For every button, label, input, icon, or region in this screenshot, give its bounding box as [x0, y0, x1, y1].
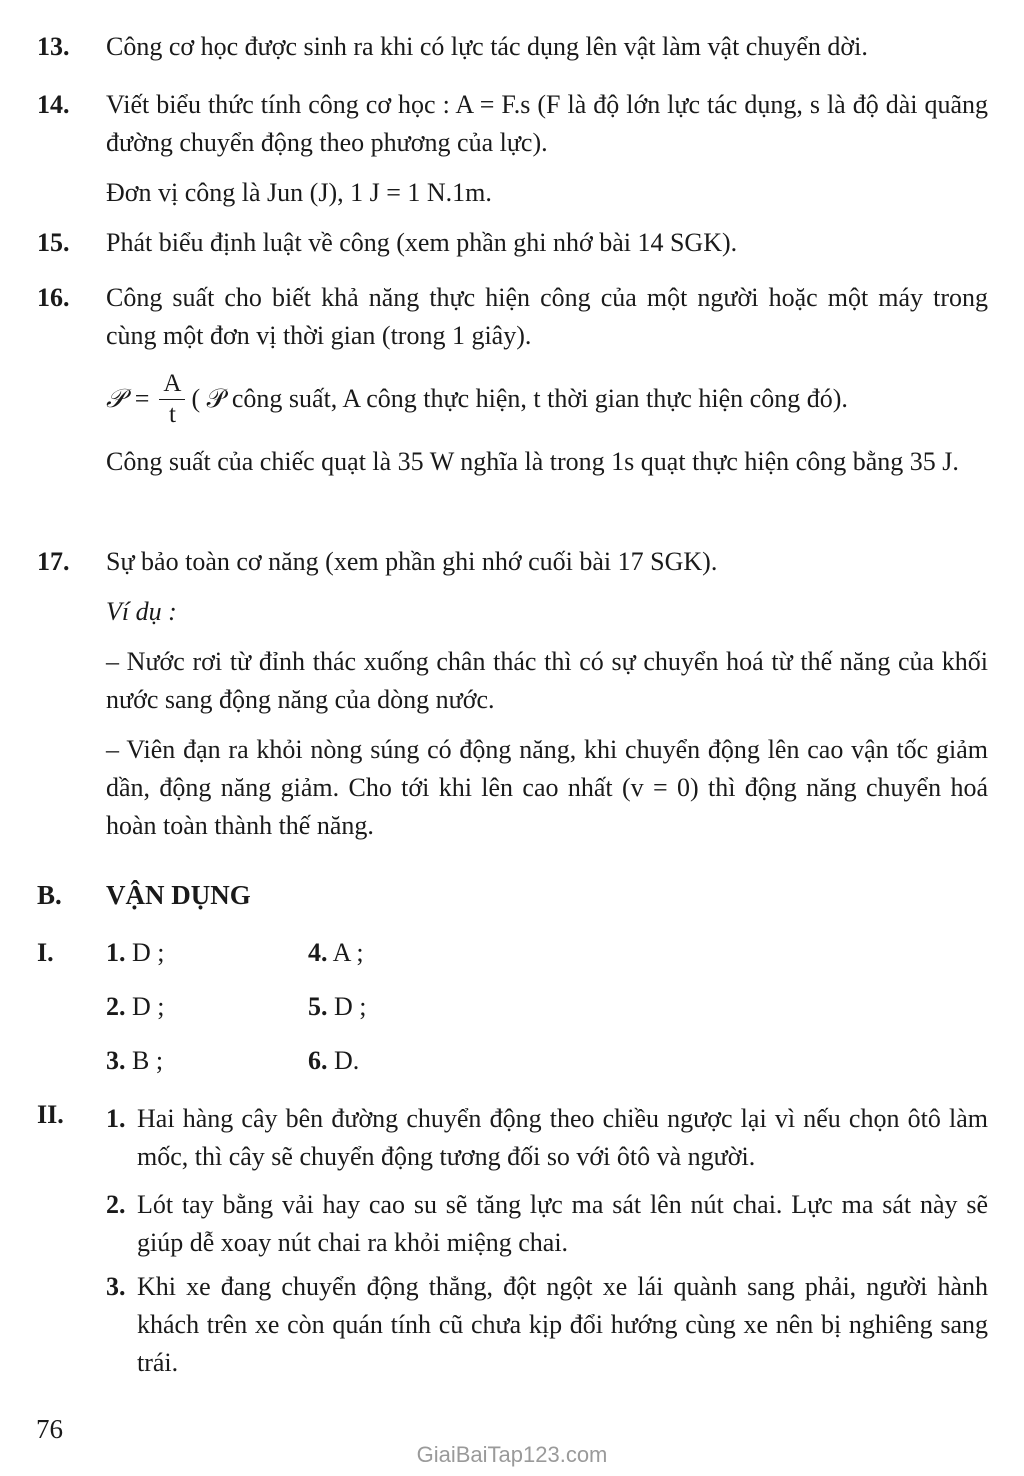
section-title: VẬN DỤNG	[106, 880, 251, 910]
power-symbol: 𝒫	[106, 384, 125, 414]
item-number: 3.	[106, 1272, 126, 1301]
page-number: 76	[36, 1414, 63, 1444]
item-text: Hai hàng cây bên đường chuyển động theo chiều ngược lại vì nếu chọn ôtô làm mốc, thì cây sẽ chuyển động tương đối so với ôtô và người.	[137, 1104, 988, 1171]
part-ii-item	[106, 1100, 988, 1176]
item-number: 17.	[37, 547, 70, 576]
watermark: GiaiBaiTap123.com	[416, 1442, 608, 1467]
answer-item: 1. D ;	[106, 938, 165, 967]
item-text: Đơn vị công là Jun (J), 1 J = 1 N.1m.	[106, 178, 492, 207]
example-label: Ví dụ :	[106, 597, 177, 626]
item-17	[37, 543, 988, 845]
part-i-label: I.	[37, 938, 54, 967]
item-number: 16.	[37, 283, 70, 312]
part-ii-label: II.	[37, 1100, 64, 1129]
item-text: Khi xe đang chuyển động thẳng, đột ngột xe lái quành sang phải, người hành khách trên xe còn quán tính cũ chưa kịp đổi hướng cùng xe nên bị nghiêng sang trái.	[137, 1272, 988, 1377]
part-ii-item	[106, 1268, 988, 1382]
item-number: 1.	[106, 1104, 126, 1133]
power-formula	[106, 361, 988, 437]
equals-sign: =	[134, 384, 150, 413]
fraction-numerator: A	[159, 369, 185, 400]
item-text: Công suất của chiếc quạt là 35 W nghĩa là trong 1s quạt thực hiện công bằng 35 J.	[106, 447, 959, 476]
item-number: 13.	[37, 32, 70, 61]
item-text: Công cơ học được sinh ra khi có lực tác dụng lên vật làm vật chuyển dời.	[106, 32, 868, 61]
answer-item: 3. B ;	[106, 1046, 164, 1075]
item-text: Sự bảo toàn cơ năng (xem phần ghi nhớ cuối bài 17 SGK).	[106, 547, 718, 576]
item-13	[37, 28, 988, 66]
answer-item: 4. A ;	[308, 938, 364, 967]
item-15	[37, 224, 988, 262]
answer-item: 6. D.	[308, 1046, 360, 1075]
item-14	[37, 86, 988, 212]
item-text: Viết biểu thức tính công cơ học : A = F.s (F là độ lớn lực tác dụng, s là độ dài quãng đường chuyển động theo phương của lực).	[106, 90, 988, 157]
item-number: 2.	[106, 1190, 126, 1219]
example-text: – Viên đạn ra khỏi nòng súng có động năng, khi chuyển động lên cao vận tốc giảm dần, động năng giảm. Cho tới khi lên cao nhất (v = 0) thì động năng chuyển hoá hoàn toàn thành thế năng.	[106, 735, 988, 840]
example-text: – Nước rơi từ đỉnh thác xuống chân thác thì có sự chuyển hoá từ thế năng của khối nước sang động năng của dòng nước.	[106, 647, 988, 714]
item-text: Lót tay bằng vải hay cao su sẽ tăng lực ma sát lên nút chai. Lực ma sát này sẽ giúp dễ xoay nút chai ra khỏi miệng chai.	[137, 1190, 988, 1257]
answer-item: 5. D ;	[308, 992, 367, 1021]
item-16	[37, 279, 988, 481]
item-number: 15.	[37, 228, 70, 257]
item-text: Phát biểu định luật về công (xem phần ghi nhớ bài 14 SGK).	[106, 228, 738, 257]
part-ii-item	[106, 1186, 988, 1262]
item-text: Công suất cho biết khả năng thực hiện công của một người hoặc một máy trong cùng một đơn vị thời gian (trong 1 giây).	[106, 283, 988, 350]
fraction-denominator: t	[168, 400, 176, 428]
item-number: 14.	[37, 90, 70, 119]
fraction	[159, 369, 185, 430]
formula-explanation: ( 𝒫 công suất, A công thực hiện, t thời gian thực hiện công đó).	[191, 384, 848, 413]
section-heading	[37, 880, 251, 911]
section-letter: B.	[37, 880, 62, 910]
answer-item: 2. D ;	[106, 992, 165, 1021]
